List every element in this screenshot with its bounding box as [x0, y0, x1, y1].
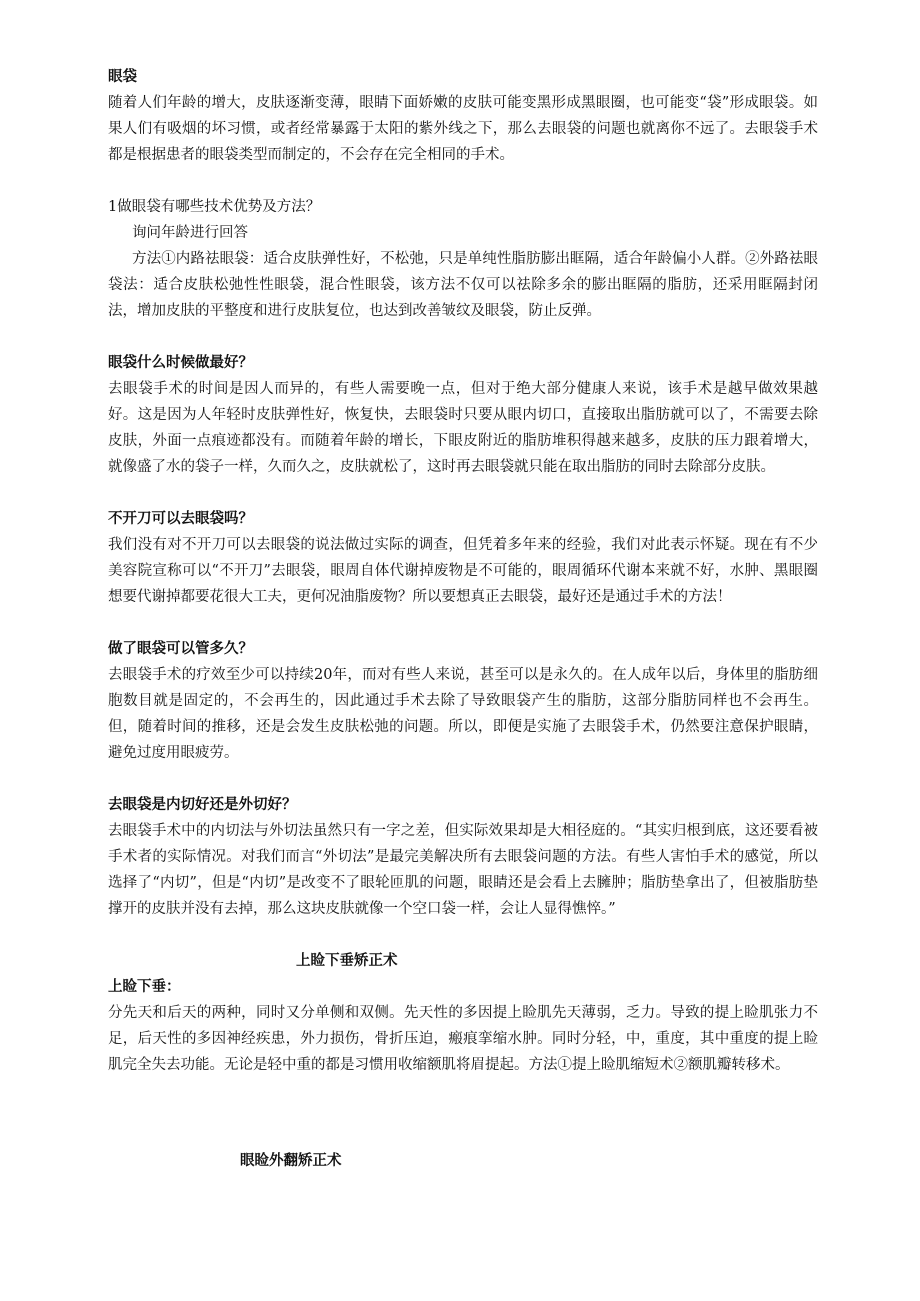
paragraph-duration: 去眼袋手术的疗效至少可以持续20年，而对有些人来说，甚至可以是永久的。在人成年以后，身体里的脂肪细胞数目就是固定的，不会再生的，因此通过手术去除了导致眼袋产生的脂肪，这部分脂肪同样也不会再生。但，随着时间的推移，还是会发生皮肤松弛的问题。所以，即便是实施了去眼袋手术，仍然要注意保护眼睛，避免过度用眼疲劳。: [108, 667, 818, 761]
section-title-eye-bags: 眼袋: [108, 69, 137, 85]
spacer: [108, 610, 818, 636]
paragraph-no-surgery: 我们没有对不开刀可以去眼袋的说法做过实际的调查，但凭着多年来的经验，我们对此表示怀疑。现在有不少美容院宣称可以“不开刀”去眼袋，眼周自体代谢掉废物是不可能的，眼周循环代谢本来就不好，水肿、黑眼圈想要代谢掉都要花很大工夫，更何况油脂废物？所以要想真正去眼袋，最好还是通过手术的方法！: [108, 537, 818, 605]
section-title-no-surgery: 不开刀可以去眼袋吗？: [108, 511, 253, 527]
paragraph-best-time: 去眼袋手术的时间是因人而异的，有些人需要晚一点，但对于绝大部分健康人来说，该手术是越早做效果越好。这是因为人年轻时皮肤弹性好，恢复快，去眼袋时只要从眼内切口，直接取出脂肪就可以了，不需要去除皮肤，外面一点痕迹都没有。而随着年龄的增长，下眼皮附近的脂肪堆积得越来越多，皮肤的压力跟着增大，就像盛了水的袋子一样，久而久之，皮肤就松了，这时再去眼袋就只能在取出脂肪的同时去除部分皮肤。: [108, 381, 818, 475]
paragraph-intro: 随着人们年龄的增大，皮肤逐渐变薄，眼睛下面娇嫩的皮肤可能变黑形成黑眼圈，也可能变“袋”形成眼袋。如果人们有吸烟的坏习惯，或者经常暴露于太阳的紫外线之下，那么去眼袋的问题也就离你不远了。去眼袋手术都是根据患者的眼袋类型而制定的，不会存在完全相同的手术。: [108, 95, 818, 163]
spacer: [108, 766, 818, 792]
paragraph-inner-outer: 去眼袋手术中的内切法与外切法虽然只有一字之差，但实际效果却是大相径庭的。“其实归根到底，这还要看被手术者的实际情况。对我们而言“外切法”是最完美解决所有去眼袋问题的方法。有些人害怕手术的感觉，所以选择了“内切”，但是“内切”是改变不了眼轮匝肌的问题，眼睛还是会看上去臃肿；脂肪垫拿出了，但被脂肪垫撑开的皮肤并没有去掉，那么这块皮肤就像一个空口袋一样，会让人显得憔悴。”: [108, 823, 818, 917]
section-title-best-time: 眼袋什么时候做最好？: [108, 355, 253, 371]
paragraph-methods: 方法①内路祛眼袋：适合皮肤弹性好，不松弛，只是单纯性脂肪膨出眶隔，适合年龄偏小人群。②外路祛眼袋法：适合皮肤松弛性性眼袋，混合性眼袋，该方法不仅可以祛除多余的膨出眶隔的脂肪，还采用眶隔封闭法，增加皮肤的平整度和进行皮肤复位，也达到改善皱纹及眼袋，防止反弹。: [108, 251, 818, 319]
spacer: [108, 922, 818, 948]
section-title-duration: 做了眼袋可以管多久？: [108, 641, 253, 657]
document-page: [108, 64, 818, 1174]
section-title-ptosis: 上睑下垂：: [108, 979, 181, 995]
note-ask-age: 询问年龄进行回答: [132, 225, 248, 241]
section-title-inner-outer: 去眼袋是内切好还是外切好？: [108, 797, 297, 813]
heading-ptosis-correction: 上睑下垂矫正术: [296, 953, 398, 969]
heading-ectropion-correction: 眼睑外翻矫正术: [240, 1153, 342, 1169]
spacer: [108, 480, 818, 506]
paragraph-ptosis: 分先天和后天的两种，同时又分单侧和双侧。先天性的多因提上睑肌先天薄弱，乏力。导致的提上睑肌张力不足，后天性的多因神经疾患，外力损伤，骨折压迫，瘢痕挛缩水肿。同时分轻，中，重度，其中重度的提上睑肌完全失去功能。无论是轻中重的都是习惯用收缩额肌将眉提起。方法①提上睑肌缩短术②额肌瓣转移术。: [108, 1005, 818, 1073]
spacer: [108, 324, 818, 350]
spacer: [108, 168, 818, 194]
spacer: [108, 1078, 818, 1148]
question-techniques: 1做眼袋有哪些技术优势及方法？: [108, 199, 321, 215]
